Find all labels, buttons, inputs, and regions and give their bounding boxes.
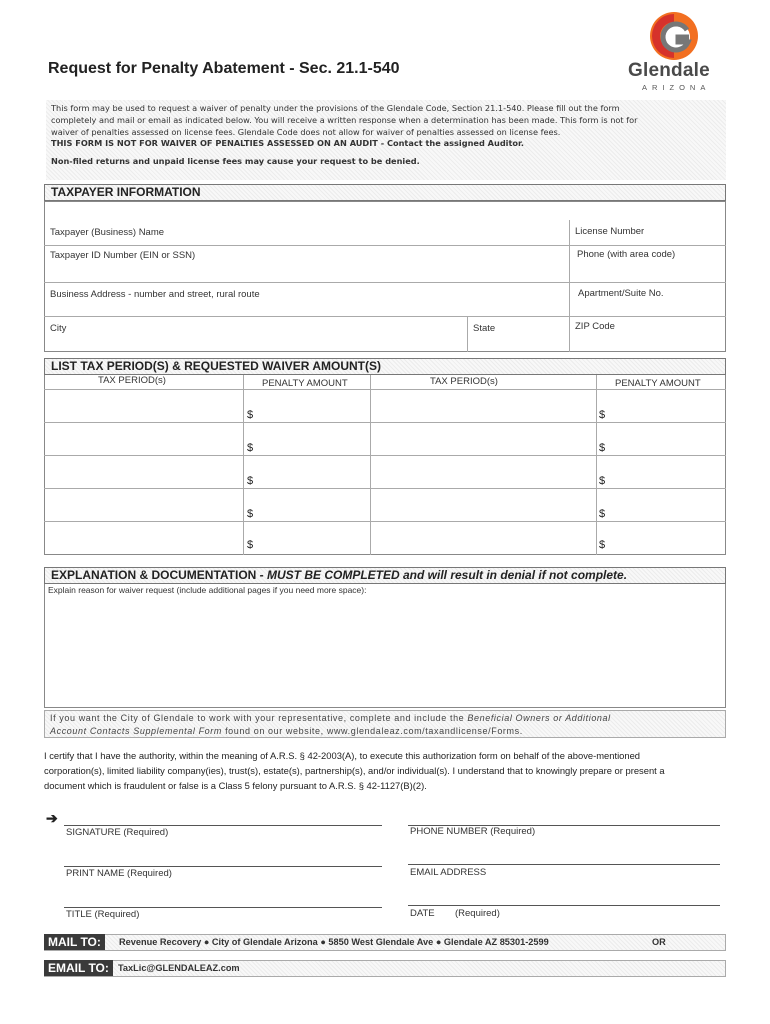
col-tax-period-2: TAX PERIOD(s) [430, 376, 498, 387]
taxpayer-section-header: TAXPAYER INFORMATION [44, 184, 726, 201]
col-tax-period: TAX PERIOD(s) [98, 375, 166, 386]
divider [44, 488, 726, 489]
explanation-section-header [44, 567, 726, 584]
taxpayer-name-field[interactable]: Taxpayer (Business) Name [50, 227, 165, 238]
address-field[interactable]: Business Address - number and street, rural route [50, 289, 260, 300]
col-penalty-amount: PENALTY AMOUNT [262, 378, 348, 389]
col-penalty-amount-2: PENALTY AMOUNT [615, 378, 701, 389]
periods-section-header: LIST TAX PERIOD(S) & REQUESTED WAIVER AMOUNT(S) [44, 358, 726, 375]
periods-table [44, 375, 726, 555]
signature-label: SIGNATURE (Required) [66, 827, 169, 838]
penalty-amount-input[interactable]: $ [247, 475, 254, 487]
explanation-header-warning: MUST BE COMPLETED and will result in denial if not complete. [267, 568, 628, 582]
phone-number-label: PHONE NUMBER (Required) [410, 826, 536, 837]
divider [467, 316, 468, 352]
date-label: DATE [410, 908, 435, 919]
logo-subtitle: ARIZONA [642, 83, 711, 92]
divider [44, 455, 726, 456]
signature-line[interactable] [64, 825, 382, 826]
penalty-amount-input[interactable]: $ [247, 442, 254, 454]
divider [370, 375, 371, 555]
cert-line: corporation(s), limited liability company(ies), trust(s), estate(s), partnership(s), and/or individual(s). I understand that to knowingly prepare or present a [44, 765, 665, 776]
penalty-amount-input[interactable]: $ [599, 539, 606, 551]
taxpayer-id-field[interactable]: Taxpayer ID Number (EIN or SSN) [50, 250, 196, 261]
cert-line: document which is fraudulent or false is a Class 5 felony pursuant to A.R.S. § 42-1127(B)(2). [44, 780, 427, 791]
intro-line: waiver of penalties assessed on license fees. Glendale Code does not allow for waiver of penalties assessed on license fees. [51, 126, 561, 137]
penalty-amount-input[interactable]: $ [599, 475, 606, 487]
penalty-amount-input[interactable]: $ [599, 442, 606, 454]
divider [44, 282, 726, 283]
email-address-line[interactable] [408, 864, 720, 865]
license-number-field[interactable]: License Number [575, 226, 645, 237]
apartment-field[interactable]: Apartment/Suite No. [578, 288, 664, 299]
penalty-amount-input[interactable]: $ [599, 409, 606, 421]
mail-to-tag: MAIL TO: [44, 934, 105, 950]
arrow-right-icon: ➔ [46, 810, 58, 826]
title-label: TITLE (Required) [66, 909, 140, 920]
logo-wordmark: Glendale [628, 60, 710, 81]
divider [44, 389, 726, 390]
intro-warning: THIS FORM IS NOT FOR WAIVER OF PENALTIES ASSESSED ON AN AUDIT - Contact the assigned Auditor. [51, 138, 525, 149]
explanation-textarea[interactable] [44, 584, 726, 708]
page-title: Request for Penalty Abatement - Sec. 21.1-540 [48, 60, 400, 77]
taxpayer-box [44, 201, 726, 352]
state-field[interactable]: State [473, 323, 496, 334]
divider [44, 245, 726, 246]
divider [243, 375, 244, 555]
email-address-link[interactable]: TaxLic@GLENDALEAZ.com [118, 963, 240, 973]
cert-line: I certify that I have the authority, within the meaning of A.R.S. § 42-2003(A), to execute this authorization form on behalf of the above-mentioned [44, 750, 641, 761]
intro-line: This form may be used to request a waiver of penalty under the provisions of the Glendale Code, Section 21.1-540. Please fill out the form [51, 103, 620, 113]
divider [44, 521, 726, 522]
divider [569, 220, 570, 352]
phone-field[interactable]: Phone (with area code) [577, 249, 676, 260]
rep-text-2: found on our website, www.glendaleaz.com/taxandlicense/Forms. [221, 725, 523, 736]
or-label: OR [652, 937, 666, 947]
intro-line: completely and mail or email as indicated below. You will receive a written response when a determination has been made. This form is not for [51, 114, 638, 125]
glendale-logo-icon [648, 10, 700, 62]
divider [44, 422, 726, 423]
rep-form-name: Beneficial Owners or Additional [467, 713, 611, 723]
rep-form-name-2: Account Contacts Supplemental Form [50, 725, 222, 736]
zip-field[interactable]: ZIP Code [575, 321, 615, 332]
email-address-label: EMAIL ADDRESS [410, 867, 487, 878]
print-name-label: PRINT NAME (Required) [66, 868, 172, 879]
date-line[interactable] [408, 905, 720, 906]
title-line[interactable] [64, 907, 382, 908]
explanation-header-text: EXPLANATION & DOCUMENTATION - [51, 568, 267, 582]
divider [44, 316, 726, 317]
certification-text [44, 748, 728, 793]
date-required-label: (Required) [455, 908, 500, 919]
intro-warning-2: Non-filed returns and unpaid license fees may cause your request to be denied. [51, 156, 420, 167]
intro-box [46, 100, 726, 180]
explanation-prompt: Explain reason for waiver request (include additional pages if you need more space): [48, 585, 367, 595]
email-to-tag: EMAIL TO: [44, 960, 113, 976]
penalty-amount-input[interactable]: $ [247, 508, 254, 520]
penalty-amount-input[interactable]: $ [247, 539, 254, 551]
representative-note [44, 710, 726, 738]
mail-address: Revenue Recovery ● City of Glendale Arizona ● 5850 West Glendale Ave ● Glendale AZ 85301-2599 [119, 937, 549, 947]
divider [596, 375, 597, 555]
print-name-line[interactable] [64, 866, 382, 867]
penalty-amount-input[interactable]: $ [599, 508, 606, 520]
city-field[interactable]: City [50, 323, 67, 334]
rep-text: If you want the City of Glendale to work with your representative, complete and include the [50, 713, 468, 723]
penalty-amount-input[interactable]: $ [247, 409, 254, 421]
